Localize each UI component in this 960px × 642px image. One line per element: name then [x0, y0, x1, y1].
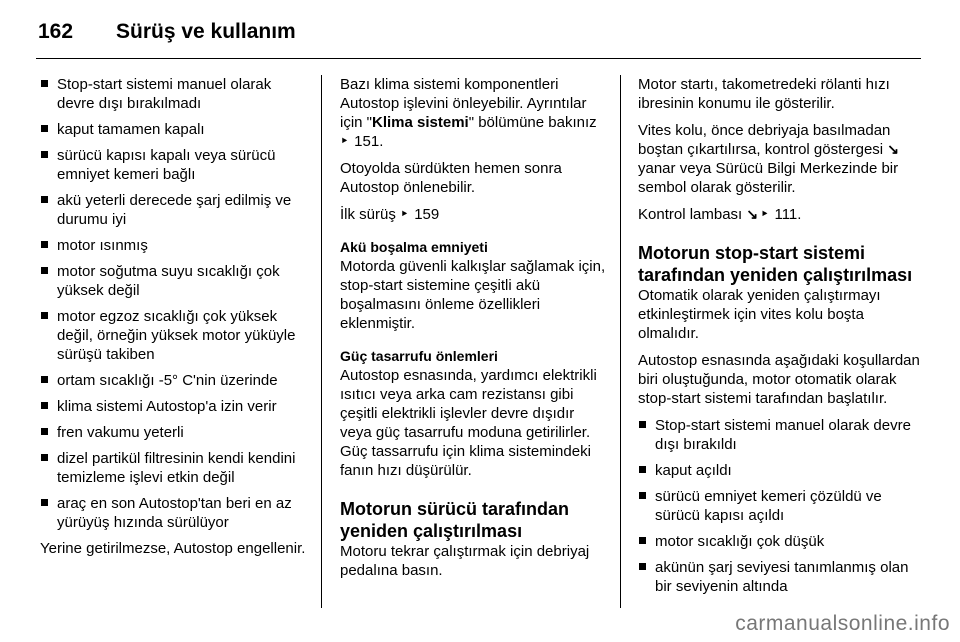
- paragraph: Kontrol lambası ↘ ‣ 111.: [638, 206, 802, 223]
- list-item: akünün şarj seviyesi tanımlanmış olan bir seviyenin altında: [638, 558, 928, 596]
- list-item: akü yeterli derecede şarj edilmiş ve durumu iyi: [40, 191, 308, 229]
- list-item: kaput açıldı: [638, 461, 928, 480]
- paragraph: Motorda güvenli kalkışlar sağlamak için, stop-start sistemine çeşitli akü boşalmasını önleme özellikleri eklenmiştir.: [340, 258, 606, 332]
- list-item: araç en son Autostop'tan beri en az yürüyüş hızında sürülüyor: [40, 494, 308, 532]
- column-divider: [620, 75, 621, 608]
- section-heading: Motorun stop-start sistemi tarafından yeniden çalıştırılması: [638, 243, 913, 285]
- section-title: Sürüş ve kullanım: [116, 20, 296, 43]
- paragraph: Otomatik olarak yeniden çalıştırmayı etkinleştirmek için vites kolu boşta olmalıdır.: [638, 287, 881, 342]
- page-number: 162: [38, 20, 74, 43]
- closing-paragraph: Yerine getirilmezse, Autostop engellenir.: [40, 540, 306, 557]
- list-item: motor egzoz sıcaklığı çok yüksek değil, örneğin yüksek motor yüküyle sürüşü takiben: [40, 307, 308, 364]
- paragraph: Motoru tekrar çalıştırmak için debriyaj pedalına basın.: [340, 543, 590, 579]
- column-2: [340, 75, 610, 588]
- autostop-indicator-icon: ↘: [746, 206, 757, 222]
- list-item: motor ısınmış: [40, 236, 308, 255]
- list-item: kaput tamamen kapalı: [40, 120, 308, 139]
- arrow-reference-icon: ‣: [760, 206, 770, 223]
- paragraph: Vites kolu, önce debriyaja basılmadan boştan çıkartılırsa, kontrol göstergesi ↘ yanar veya Sürücü Bilgi Merkezinde bir sembol olarak gösterilir.: [638, 122, 899, 196]
- page-reference[interactable]: 111.: [774, 206, 802, 223]
- column-1: [40, 75, 308, 566]
- list-item: sürücü emniyet kemeri çözüldü ve sürücü kapısı açıldı: [638, 487, 928, 525]
- autostop-indicator-icon: ↘: [887, 141, 898, 157]
- restart-conditions-list: [638, 416, 928, 596]
- list-item: dizel partikül filtresinin kendi kendini temizleme işlevi etkin değil: [40, 449, 308, 487]
- conditions-list: [40, 75, 308, 532]
- list-item: klima sistemi Autostop'a izin verir: [40, 397, 308, 416]
- paragraph: Autostop esnasında aşağıdaki koşullardan biri oluştuğunda, motor otomatik olarak stop-start sistemi tarafından başlatılır.: [638, 352, 920, 407]
- paragraph: İlk sürüş ‣ 159: [340, 206, 440, 223]
- paragraph: Motor startı, takometredeki rölanti hızı ibresinin konumu ile gösterilir.: [638, 76, 890, 112]
- list-item: motor soğutma suyu sıcaklığı çok yüksek değil: [40, 262, 308, 300]
- subheading: Akü boşalma emniyeti: [340, 239, 488, 255]
- crossref-title: Klima sistemi: [372, 114, 469, 131]
- column-3: [638, 75, 928, 603]
- watermark: carmanualsonline.info: [735, 612, 950, 635]
- subheading: Güç tasarrufu önlemleri: [340, 348, 498, 364]
- section-heading: Motorun sürücü tarafından yeniden çalıştırılması: [340, 499, 569, 541]
- list-item: Stop-start sistemi manuel olarak devre dışı bırakıldı: [638, 416, 928, 454]
- paragraph: Autostop esnasında, yardımcı elektrikli ısıtıcı veya arka cam rezistansı gibi çeşitli elektrikli işlevler devre dışıdır veya güç tasarrufu moduna getirilirler. Güç tassarrufu için klima sistemindeki fanın hızı düşürülür.: [340, 367, 597, 479]
- page-reference[interactable]: 159: [414, 206, 440, 223]
- arrow-reference-icon: ‣: [340, 133, 349, 150]
- page-reference[interactable]: 151.: [354, 133, 384, 150]
- column-divider: [321, 75, 322, 608]
- list-item: fren vakumu yeterli: [40, 423, 308, 442]
- header-rule: [36, 58, 921, 59]
- arrow-reference-icon: ‣: [400, 206, 409, 223]
- list-item: Stop-start sistemi manuel olarak devre dışı bırakılmadı: [40, 75, 308, 113]
- list-item: motor sıcaklığı çok düşük: [638, 532, 928, 551]
- list-item: sürücü kapısı kapalı veya sürücü emniyet kemeri bağlı: [40, 146, 308, 184]
- paragraph: Bazı klima sistemi komponentleri Autostop işlevini önleyebilir. Ayrıntılar için "Klima sistemi" bölümüne bakınız ‣ 151.: [340, 76, 597, 150]
- paragraph: Otoyolda sürdükten hemen sonra Autostop önlenebilir.: [340, 160, 562, 196]
- list-item: ortam sıcaklığı -5° C'nin üzerinde: [40, 371, 308, 390]
